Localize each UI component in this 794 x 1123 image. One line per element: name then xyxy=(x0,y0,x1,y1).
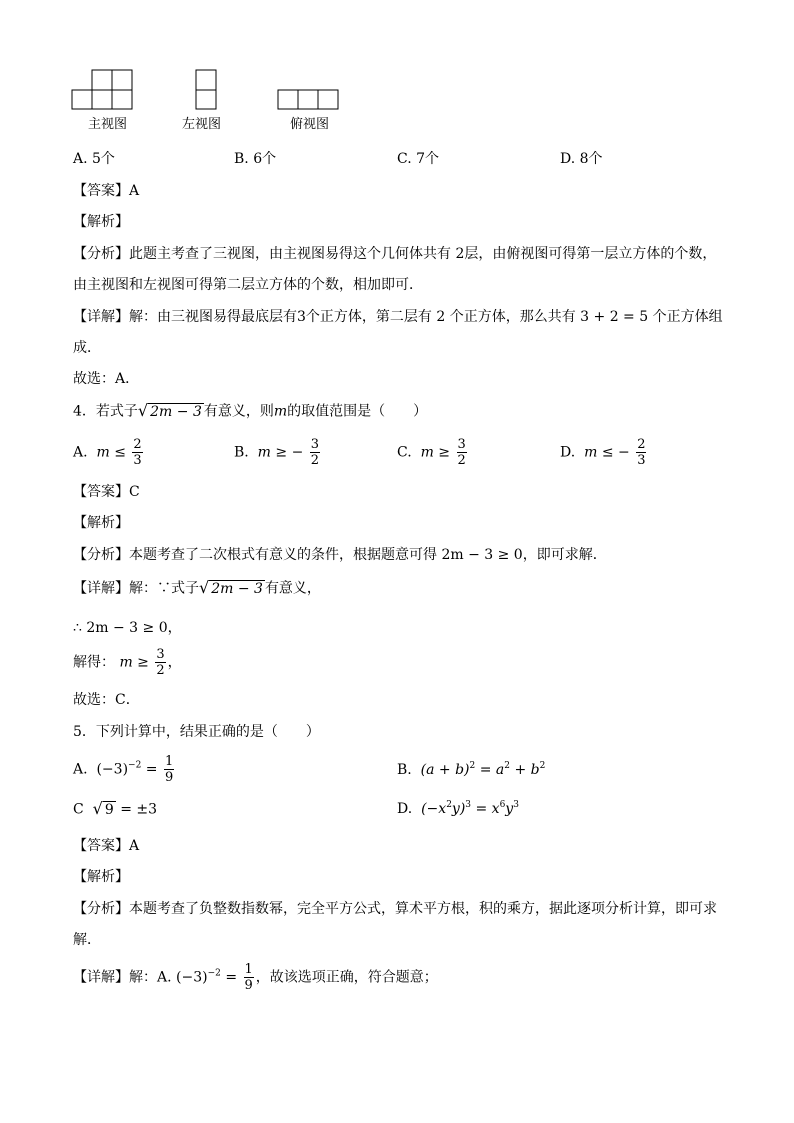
q5-detail xyxy=(73,963,438,992)
q5-option-b-base: (a + b) xyxy=(420,762,470,778)
q4-option-d-fraction: $\frac{2}{3}$ xyxy=(637,437,646,468)
q4-option-b-fraction: $\frac{3}{2}$ xyxy=(310,437,320,468)
q4-choose: 故选：C． xyxy=(73,692,140,708)
q5-option-b-label: B. xyxy=(397,762,412,778)
q5-option-d-y: y xyxy=(505,801,514,817)
q5-stem: 5．下列计算中，结果正确的是（ ） xyxy=(73,724,320,740)
q4-option-b-rel: m ≥ − xyxy=(257,444,304,461)
q4-detail-radicand: 2m − 3 xyxy=(211,581,263,597)
left-view-shape xyxy=(196,70,216,109)
top-view-shape xyxy=(278,90,338,109)
q3-jiexi: 【解析】 xyxy=(73,214,129,230)
q5-option-c-label: C xyxy=(73,801,84,818)
three-views-figure xyxy=(60,60,360,120)
q5-option-d-base1: (−x xyxy=(421,801,447,817)
q3-answer: 【答案】A xyxy=(73,183,140,199)
q4-detail-radical: √ 2m − 3 xyxy=(199,578,263,597)
q5-detail-fraction: $\frac{1}{9}$ xyxy=(244,962,253,993)
q4-option-d-label: D. xyxy=(560,444,576,461)
q3-detail-line1: 【详解】解：由三视图易得最底层有3个正方体，第二层有 2 个正方体，那么共有 3 + 2 = 5 个正方体组 xyxy=(73,309,723,325)
q5-option-a xyxy=(73,755,176,784)
q4-detail-post: 有意义， xyxy=(264,580,321,597)
q5-option-b-eq: = a xyxy=(479,762,505,778)
q5-option-d-label: D. xyxy=(397,801,413,817)
q4-step2-fraction: $\frac{3}{2}$ xyxy=(156,647,165,678)
q4-stem-post: 有意义，则 xyxy=(203,403,274,420)
q4-jiexi: 【解析】 xyxy=(73,515,129,531)
q5-option-b-exp3: 2 xyxy=(539,761,546,771)
q5-option-d-exp1: 2 xyxy=(446,800,452,810)
q5-option-c xyxy=(73,801,157,818)
q4-step1: ∴ 2m − 3 ≥ 0， xyxy=(73,620,182,636)
q4-option-a xyxy=(73,438,145,467)
q5-option-b-plus: + b xyxy=(514,762,540,778)
q5-detail-post: ，故该选项正确，符合题意； xyxy=(255,969,438,986)
q3-analysis-line2: 由主视图和左视图可得第二层立方体的个数，相加即可． xyxy=(73,277,423,293)
q4-stem-var: m xyxy=(273,403,288,420)
q5-detail-eq: = xyxy=(225,969,238,986)
q4-option-b-label: B. xyxy=(234,444,249,461)
q5-option-d-base2: y) xyxy=(451,801,466,817)
q5-jiexi: 【解析】 xyxy=(73,869,129,885)
q4-radical: √ 2m − 3 xyxy=(137,401,202,420)
left-view-label: 左视图 xyxy=(182,117,222,132)
q3-detail-line2: 成． xyxy=(73,340,101,356)
q3-option-a: A. 5个 xyxy=(73,151,115,167)
q5-analysis-line2: 解． xyxy=(73,932,101,948)
q5-option-d xyxy=(397,801,519,816)
q5-option-c-radicand: 9 xyxy=(104,802,114,818)
q4-answer: 【答案】C xyxy=(73,484,140,500)
q4-option-c-fraction: $\frac{3}{2}$ xyxy=(457,437,466,468)
front-view-shape xyxy=(72,70,132,109)
q4-analysis: 【分析】本题考查了二次根式有意义的条件，根据题意可得 2m − 3 ≥ 0，即可求解． xyxy=(73,547,607,563)
q5-option-c-radical: √ 9 xyxy=(92,799,114,818)
top-view-label: 俯视图 xyxy=(290,117,330,132)
q5-option-a-eq: = xyxy=(145,761,158,778)
q5-detail-base: (−3) xyxy=(176,969,208,986)
q4-step2-rel: m ≥ xyxy=(119,654,149,671)
q5-option-a-base: (−3) xyxy=(96,761,129,778)
q5-option-a-label: A. xyxy=(73,761,88,778)
q3-option-c: C. 7个 xyxy=(397,151,440,167)
q4-step2-pre: 解得： xyxy=(73,654,115,671)
q4-option-c-label: C. xyxy=(397,444,412,461)
q4-option-d xyxy=(560,438,648,467)
q4-option-c xyxy=(397,438,469,467)
q5-detail-exp: −2 xyxy=(207,968,221,979)
q3-option-b: B. 6个 xyxy=(234,151,277,167)
q4-option-c-rel: m ≥ xyxy=(420,444,451,461)
q4-option-a-fraction: $\frac{2}{3}$ xyxy=(133,437,142,468)
q4-detail xyxy=(73,580,321,597)
q5-option-d-exp3: 6 xyxy=(499,800,506,810)
q4-option-a-rel: m ≤ xyxy=(96,444,126,461)
q4-detail-pre: 【详解】解：∵式子 xyxy=(73,580,199,597)
q4-step2-post: ， xyxy=(167,654,182,671)
q4-stem-pre: 4．若式子 xyxy=(73,403,138,420)
q5-answer: 【答案】A xyxy=(73,838,140,854)
q5-option-d-eq: = x xyxy=(475,801,500,817)
q5-option-d-exp2: 3 xyxy=(465,800,472,810)
q4-option-a-label: A. xyxy=(73,444,88,461)
q3-option-d: D. 8个 xyxy=(560,151,603,167)
q3-choose: 故选：A． xyxy=(73,371,140,387)
q5-detail-pre: 【详解】解：A. xyxy=(73,969,172,986)
q5-option-c-rhs: = ±3 xyxy=(120,801,158,818)
q5-analysis-line1: 【分析】本题考查了负整数指数幂，完全平方公式，算术平方根，积的乘方，据此逐项分析计算，即可求 xyxy=(73,901,717,917)
q4-option-d-rel: m ≤ − xyxy=(584,444,630,461)
q5-option-d-exp4: 3 xyxy=(513,800,519,810)
q5-option-b xyxy=(397,762,545,777)
q4-step2 xyxy=(73,648,182,677)
q5-option-b-exp: 2 xyxy=(469,761,476,771)
q5-option-b-exp2: 2 xyxy=(504,761,510,771)
q4-radicand: 2m − 3 xyxy=(150,404,202,420)
q4-stem xyxy=(73,403,427,420)
q4-stem-end: 的取值范围是（ ） xyxy=(287,403,428,420)
front-view-label: 主视图 xyxy=(88,117,128,132)
q5-option-a-fraction: $\frac{1}{9}$ xyxy=(164,754,174,785)
q5-option-a-exp: −2 xyxy=(128,760,142,771)
q3-analysis-line1: 【分析】此题主考查了三视图，由主视图易得这个几何体共有 2层，由俯视图可得第一层立方体的个数， xyxy=(73,246,717,262)
q4-option-b xyxy=(234,438,322,467)
